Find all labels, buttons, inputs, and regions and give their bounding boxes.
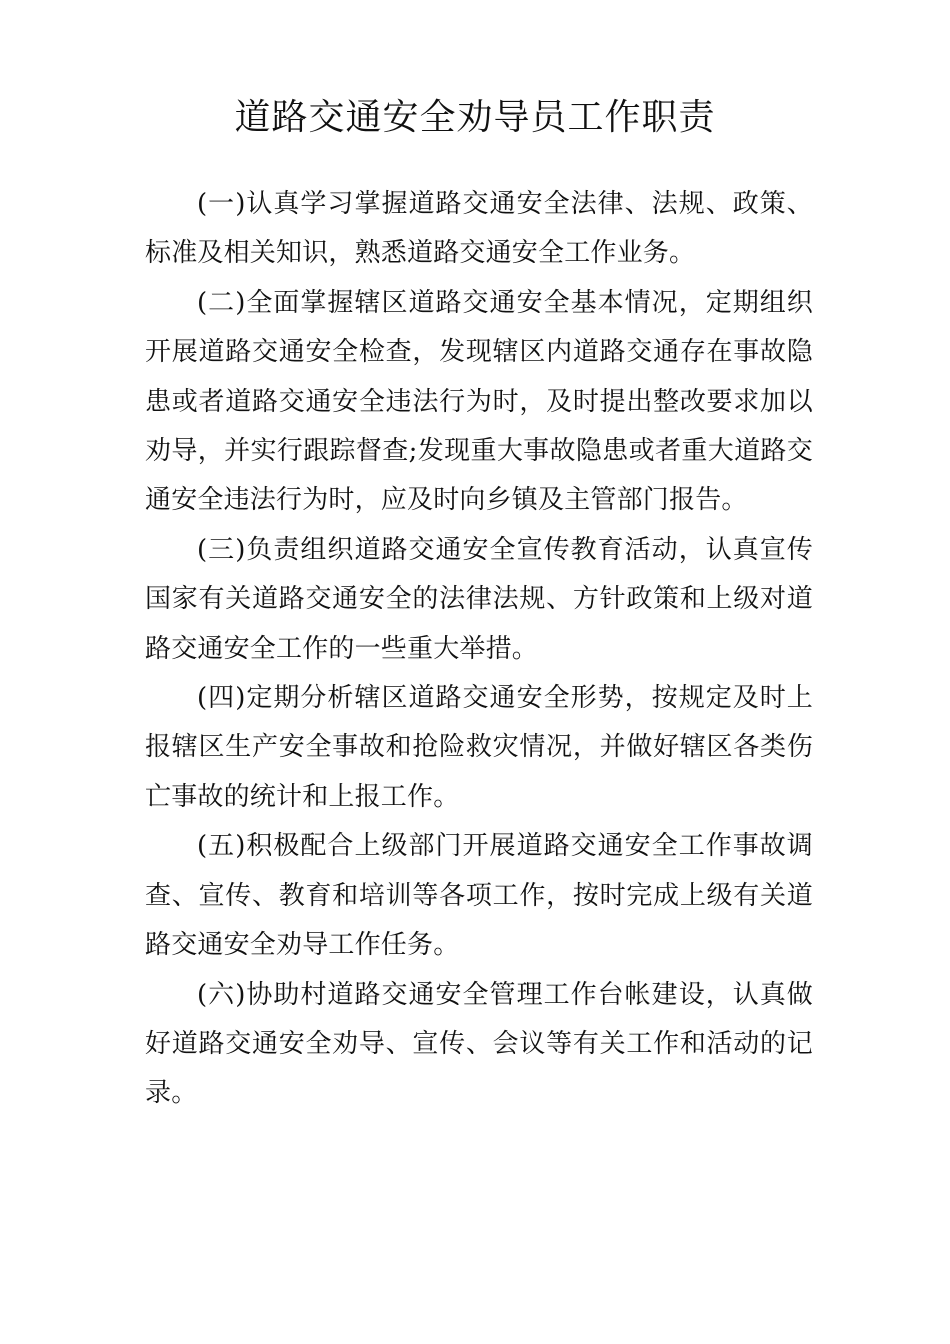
paragraph-2: (二)全面掌握辖区道路交通安全基本情况，定期组织开展道路交通安全检查，发现辖区内道路交通存在事故隐患或者道路交通安全违法行为时，及时提出整改要求加以劝导，并实行跟踪督查;发现重大事故隐患或者重大道路交通安全违法行为时，应及时向乡镇及主管部门报告。	[145, 287, 813, 516]
paragraph-1: (一)认真学习掌握道路交通安全法律、法规、政策、标准及相关知识，熟悉道路交通安全工作业务。	[145, 189, 813, 269]
paragraph-5: (五)积极配合上级部门开展道路交通安全工作事故调查、宣传、教育和培训等各项工作，按时完成上级有关道路交通安全劝导工作任务。	[145, 831, 813, 961]
document-title: 道路交通安全劝导员工作职责	[234, 97, 716, 138]
paragraph-6: (六)协助村道路交通安全管理工作台帐建设，认真做好道路交通安全劝导、宣传、会议等有关工作和活动的记录。	[145, 979, 813, 1109]
paragraph-4: (四)定期分析辖区道路交通安全形势，按规定及时上报辖区生产安全事故和抢险救灾情况，并做好辖区各类伤亡事故的统计和上报工作。	[145, 683, 813, 812]
paragraph-3: (三)负责组织道路交通安全宣传教育活动，认真宣传国家有关道路交通安全的法律法规、方针政策和上级对道路交通安全工作的一些重大举措。	[145, 534, 813, 664]
document-body	[145, 180, 813, 1119]
